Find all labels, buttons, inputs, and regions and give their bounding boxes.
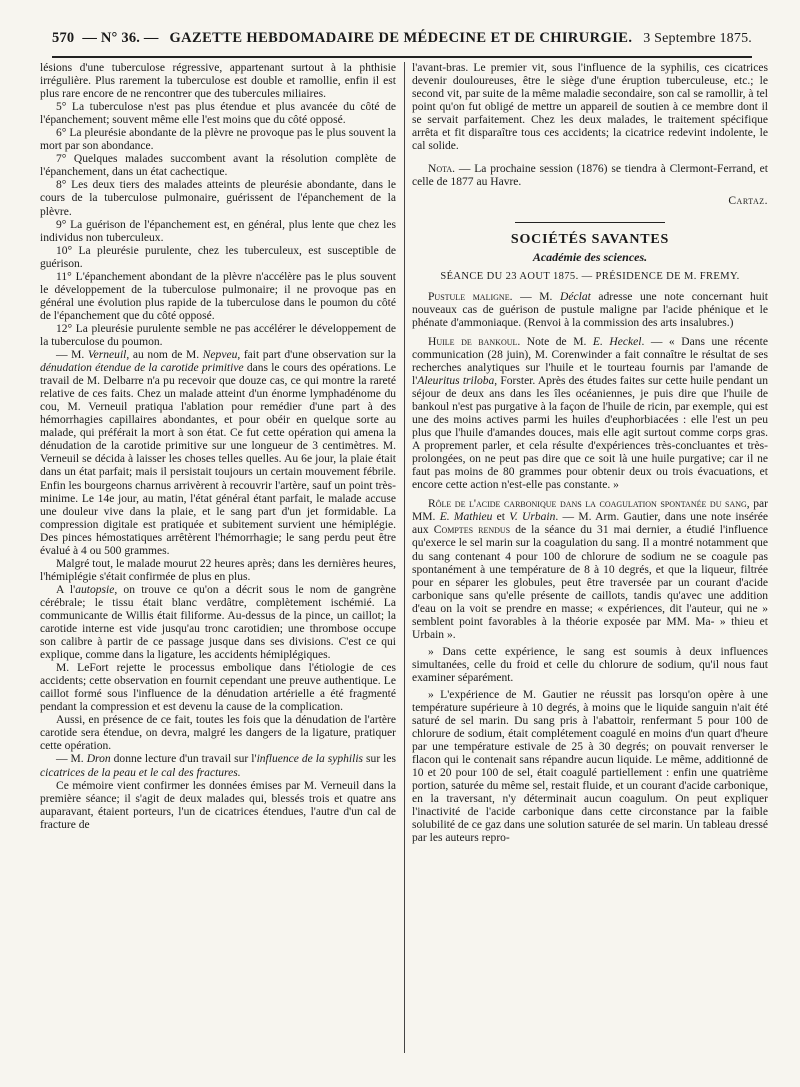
paragraph: Malgré tout, le malade mourut 22 heures après; dans les dernières heures, l'hémiplégie s'était confirmée de plus en plus. <box>40 557 396 583</box>
text-run: . — M. Arm. Gautier, dans une note insérée aux <box>412 511 768 537</box>
paragraph: 7° Quelques malades succombent avant la résolution complète de l'épanchement, dans un état cachectique. <box>40 153 396 179</box>
text-run: , fait part d'une observation sur la <box>237 349 396 362</box>
text-run: de la séance du 31 mai dernier, a étudié l'influence qu'exerce le sel marin sur la coagulation du sang. Il a montré notamment que du sang contenant 4 pour 100 de chlorure de sodium ne se coagule pas spontanément à une température de 8 à 10 degrés, et que la liqueur, filtrée pour en séparer les globules, peut être traversée par un courant d'acide carbonique sans qu'elle présente de caillots, tandis qu'avec une addition d'eau on la voit se prendre en masse; « expériences, dit l'auteur, qui ne » semblent point favorables à la théorie exposée par MM. Ma- » thieu et Urbain ». <box>412 524 768 641</box>
text-run: et <box>492 511 510 524</box>
text-run: donne lecture d'un travail sur l' <box>110 753 257 766</box>
italic-title: dénudation étendue de la carotide primitive <box>40 362 244 375</box>
column-separator <box>404 62 405 1053</box>
text-run: dans le cours des opérations. Le travail de M. Delbarre n'a pu recevoir que douze cas, ce qui montre la rareté relative de ces faits. Chez un malade atteint d'un énorme lymphadénome du cou, M. Verneuil pratiqua l'ablation pour remédier d'une part à des hémorrhagies capillaires abondantes, et pour obéir en quelque sorte au malade, qui préférait la mort à son état. Ce fut cette opération qui amena la dénudation de la carotide primitive sur une longueur de 3 centimètres. M. Verneuil se décida à laisser les choses telles quelles. Au 6e jour, la plaie était dans un état parfait; mais il persistait toujours un certain mouvement fébrile. Enfin les bourgeons charnus arrivèrent à recouvrir l'artère, sauf un point très-minime. Le 14e jour, au matin, l'état général étant parfait, le malade accuse une douleur vive dans la plaie, et le sang part d'un jet formidable. La compression digitale est pratiquée et subitement survient une hémiplégie. Des pinces hémostatiques arrêtèrent l'hémorrhagie; le sang perdu peut être évalué à 4 ou 500 grammes. <box>40 362 396 557</box>
paragraph: Aussi, en présence de ce fait, toutes les fois que la dénudation de l'artère carotide sera étendue, on devra, malgré les dangers de la ligature, pratiquer cette opération. <box>40 714 396 753</box>
right-column <box>412 62 768 1053</box>
paragraph: 8° Les deux tiers des malades atteints de pleurésie abondante, dans le cours de la tuberculose pulmonaire, guérissent de l'épanchement de la plèvre. <box>40 179 396 218</box>
paragraph: 11° L'épanchement abondant de la plèvre n'accélère pas le plus souvent le développement de la tuberculose pulmonaire; il ne provoque pas en général une évolution plus rapide de la tuberculose dans le poumon du côté de l'épanchement que du côté opposé. <box>40 270 396 322</box>
author-name: Déclat <box>560 290 591 303</box>
paragraph: M. LeFort rejette le processus embolique dans l'étiologie de ces accidents; cette observation en fournit cependant une preuve authentique. Le caillot formé sous l'influence de la dénudation artérielle a été fragmenté pendant la compression et est devenu la cause de la complication. <box>40 662 396 714</box>
paragraph-lead: Rôle de l'acide carbonique dans la coagulation spontanée du sang, <box>428 498 750 511</box>
text-run: , on trouve ce qu'on a décrit sous le nom de gangrène cérébrale; le tissu était blanc verdâtre, complètement ischémié. La communicante de Willis était filiforme. Au-dessus de la pince, un caillot; la carotide interne est vide jusqu'au tronc carotidien; une thrombose occupe son calibre à partir de ce passage jusque dans ses divisions. C'est ce qui explique, comme dans la ligature, les accidents hémiplégiques. <box>40 583 396 662</box>
author-name: Dron <box>86 753 111 766</box>
paragraph: lésions d'une tuberculose régressive, appartenant surtout à la phthisie irrégulière. Plus rarement la tuberculose est double et ramollie, enfin il est plus rare encore de ne rencontrer que des tubercules miliaires. <box>40 62 396 101</box>
note-paragraph <box>412 163 768 189</box>
signature: Cartaz. <box>728 195 768 208</box>
issue-date: 3 Septembre 1875. <box>643 31 752 46</box>
paragraph: 6° La pleurésie abondante de la plèvre ne provoque pas le plus souvent la mort par son abondance. <box>40 127 396 153</box>
italic-title: cicatrices de la peau et le cal des fractures. <box>40 766 241 779</box>
text-run: A l' <box>56 583 76 596</box>
session-line: SÉANCE DU 23 AOUT 1875. — PRÉSIDENCE DE M. FREMY. <box>440 270 740 282</box>
text-run: , au nom de M. <box>126 349 203 362</box>
author-name: E. Heckel <box>592 335 642 348</box>
author-name: V. Urbain <box>509 511 556 524</box>
paragraph: » Dans cette expérience, le sang est soumis à deux influences simultanées, celle du froid et celle du chlorure de sodium, qu'il nous faut examiner séparément. <box>412 645 768 684</box>
note-lead: Nota. <box>428 163 456 176</box>
header-left <box>52 30 159 47</box>
paragraph <box>40 349 396 558</box>
left-column <box>40 62 396 1053</box>
paragraph: 10° La pleurésie purulente, chez les tuberculeux, est susceptible de guérison. <box>40 244 396 270</box>
section-subtitle: Académie des sciences. <box>532 249 648 264</box>
paragraph <box>40 584 396 662</box>
paragraph <box>412 336 768 493</box>
journal-name: Comptes rendus <box>433 524 511 537</box>
section-divider <box>515 222 665 223</box>
author-name: Verneuil <box>87 349 127 362</box>
paragraph: Ce mémoire vient confirmer les données émises par M. Verneuil dans la première séance; il s'agit de deux malades qui, blessés trois et quatre ans auparavant, étaient porteurs, l'un de cicatrices étendues, l'autre d'un cal de fracture de <box>40 779 396 831</box>
text-run: , Forster. Après des études faites sur cette huile pendant un séjour de deux ans dans les îles océaniennes, je puis dire que l'huile de bankoul n'est pas purgative à la façon de l'huile de ricin, par exemple, qui est une des moins actives parmi les huiles d'euphorbiacées : elle l'est un peu plus que l'huile d'amandes douces, mais elle agit surtout comme corps gras. A proprement parler, et cela résulte d'expériences très-concluantes et très-prolongées, on ne peut pas dire que ce soit là une huile purgative; car il ne faut pas moins de 80 grammes pour obtenir deux ou trois évacuations, et encore cette action n'est-elle pas constante. » <box>412 374 768 492</box>
text-run: adresse une note concernant huit nouveaux cas de guérison de pustule maligne par l'acide phénique et le phénate d'ammoniaque. (Renvoi à la commission des arts insalubres.) <box>412 290 768 329</box>
italic-title: influence de la syphilis <box>256 753 364 766</box>
italic-term: Aleuritus triloba <box>417 374 495 387</box>
text-run: — La prochaine session (1876) se tiendra à Clermont-Ferrand, et celle de 1877 au Havre. <box>412 163 768 189</box>
page-number: 570 <box>52 30 75 46</box>
text-run: par MM. <box>412 498 768 524</box>
header-rule <box>52 56 752 58</box>
paragraph: 12° La pleurésie purulente semble ne pas accélérer le développement de la tuberculose du poumon. <box>40 322 396 348</box>
text-run: sur les <box>363 753 396 766</box>
issue-number: — N° 36. — <box>82 30 159 46</box>
paragraph-lead: Pustule maligne. <box>428 290 513 303</box>
paragraph: l'avant-bras. Le premier vit, sous l'influence de la syphilis, ces cicatrices devenir douloureuses, être le siège d'une éruption tuberculeuse, etc.; le second vit, par suite de la même maladie secondaire, son cal se ramollir, à tel point qu'on fut obligé de mettre un appareil de soutien à ce membre dont il se servait parfaitement. Chez les deux malades, le traitement spécifique arrêta et fit disparaître tous ces accidents; la cicatrice redevint indolente, le cal solide. <box>412 62 768 153</box>
text-run: — M. <box>56 753 87 766</box>
text-run: — M. <box>512 290 561 303</box>
paragraph-lead: Huile de bankoul. <box>428 335 521 348</box>
author-name: Nepveu <box>202 349 238 362</box>
author-name: E. Mathieu <box>439 511 493 524</box>
text-run: — M. <box>56 349 88 362</box>
paragraph <box>40 753 396 779</box>
italic-term: autopsie <box>75 583 115 596</box>
journal-title: GAZETTE HEBDOMADAIRE DE MÉDECINE ET DE CHIRURGIE. <box>169 30 633 46</box>
paragraph: » L'expérience de M. Gautier ne réussit pas lorsqu'on opère à une température supérieure à 10 degrés, à moins que le liquide sanguin n'ait été saturé de sel marin. Du sang pris à l'abattoir, renfermant 5 pour 100 de chlorure de sodium, était complétement coagulé en moins d'un quart d'heure par une température estivale de 25 à 30 degrés; on pouvait renverser le flacon qui le contenait sans répandre aucun liquide. Le même, additionné de 10 et 20 pour 100 de sel, était coagulé partiellement : enfin une quatrième portion, saturée du même sel, restait fluide, et un courant d'acide carbonique, en la traversant, n'y déterminait aucun coagulum. On peut expliquer l'inactivité de l'acide carbonique dans cette circonstance par la faible solubilité de ce gaz dans une solution saturée de sel marin. Un tableau dressé par les auteurs repro- <box>412 688 768 845</box>
section-title: SOCIÉTÉS SAVANTES <box>510 232 670 248</box>
running-header <box>52 30 752 52</box>
paragraph <box>412 291 768 330</box>
text-run: Note de M. <box>520 335 593 348</box>
paragraph: 9° La guérison de l'épanchement est, en général, plus lente que chez les individus non tuberculeux. <box>40 218 396 244</box>
paragraph <box>412 498 768 642</box>
paragraph: 5° La tuberculose n'est pas plus étendue et plus avancée du côté de l'épanchement; souvent même elle l'est moins que du côté opposé. <box>40 101 396 127</box>
text-run: . — « Dans une récente communication (28 juin), M. Corenwinder a fait connaître le résultat de ses recherches analytiques sur l'huile et le tourteau fournis par l'amande de l' <box>412 335 768 387</box>
